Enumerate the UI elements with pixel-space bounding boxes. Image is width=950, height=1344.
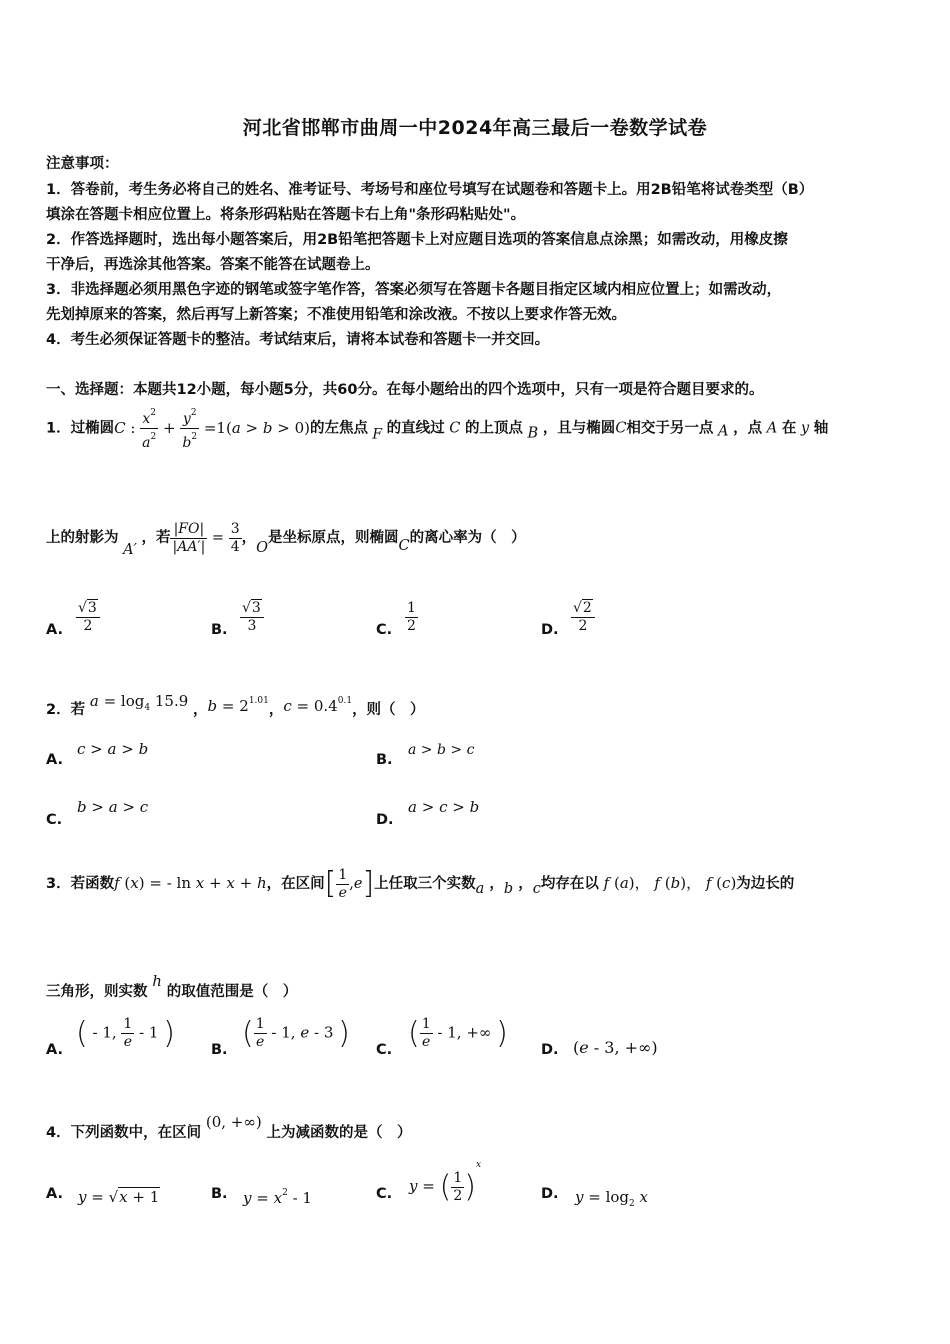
notice-line: 填涂在答题卡相应位置上。将条形码粘贴在答题卡右上角"条形码粘贴处"。: [46, 207, 526, 223]
question-4: 4．下列函数中，在区间 (0, +∞) 上为减函数的是（ ）: [46, 1113, 412, 1141]
section-heading: 一、选择题：本题共12小题，每小题5分，共60分。在每小题给出的四个选项中，只有一项是符合题目要求的。: [46, 382, 764, 398]
q1-option-a: $\frac{√3}{2}$: [76, 600, 100, 635]
question-1-line-2: 上的射影为 A′ ，若 $\frac{|FO|}{|AA'|}$ = $\frac{3}{4}$ ，O是坐标原点，则椭圆C的离心率为（ ）: [46, 520, 526, 558]
notice-line: 4．考生必须保证答题卡的整洁。考试结束后，请将本试卷和答题卡一并交回。: [46, 332, 550, 348]
option-label: B.: [376, 752, 393, 768]
q1-option-b: $\frac{√3}{3}$: [240, 600, 264, 635]
notice-line: 1．答卷前，考生务必将自己的姓名、准考证号、考场号和座位号填写在试题卷和答题卡上。用2B铅笔将试卷类型（B）: [46, 182, 814, 198]
notice-heading: 注意事项：: [46, 156, 119, 172]
option-label: B.: [211, 1042, 228, 1058]
option-label: D.: [541, 1042, 559, 1058]
ellipse-equation: C : $\frac{x^2}{a^2}$ + $\frac{y^2}{b^2}$ =1(a > b > 0): [114, 419, 310, 437]
question-3-line-2: 三角形，则实数 h 的取值范围是（ ）: [46, 972, 298, 1000]
option-label: C.: [376, 622, 393, 638]
q2-option-d: a > c > b: [408, 798, 480, 816]
q4-option-a: y = √x + 1: [78, 1188, 160, 1206]
ratio-expression: $\frac{|FO|}{|AA'|}$ = $\frac{3}{4}$: [172, 520, 240, 555]
option-label: D.: [376, 812, 394, 828]
option-label: A.: [46, 622, 63, 638]
q3-option-b: ( $\frac{1}{e}$ - 1, e - 3 ): [242, 1016, 350, 1051]
q2-option-a: c > a > b: [77, 740, 149, 758]
q4-option-d: $y = \log_2 x$: [575, 1188, 649, 1209]
page-title: 河北省邯郸市曲周一中2024年高三最后一卷数学试卷: [242, 117, 708, 139]
option-label: A.: [46, 752, 63, 768]
notice-line: 2．作答选择题时，选出每小题答案后，用2B铅笔把答题卡上对应题目选项的答案信息点涂黑；如需改动，用橡皮擦: [46, 232, 788, 248]
option-label: A.: [46, 1186, 63, 1202]
option-label: C.: [46, 812, 63, 828]
q3-option-d: (e - 3, +∞): [573, 1038, 658, 1057]
q3-option-c: ( $\frac{1}{e}$ - 1, +∞ ): [408, 1016, 508, 1051]
question-1-line-1: 1．过椭圆C : $\frac{x^2}{a^2}$ + $\frac{y^2}{b^2}$ =1(a > b > 0)的左焦点 F 的直线过 C 的上顶点 B ，且与椭圆C相交于另一点 A ，点 A 在 y 轴: [46, 405, 828, 449]
option-label: C.: [376, 1042, 393, 1058]
option-label: A.: [46, 1042, 63, 1058]
option-label: C.: [376, 1186, 393, 1202]
q4-option-b: $y = x^2 - 1$: [243, 1188, 312, 1207]
q4-option-c: y = ( $\frac{1}{2}$ )$^x$: [409, 1160, 482, 1205]
q2-option-b: a > b > c: [408, 742, 475, 758]
option-label: D.: [541, 622, 559, 638]
option-label: B.: [211, 1186, 228, 1202]
notice-line: 先划掉原来的答案，然后再写上新答案；不准使用铅笔和涂改液。不按以上要求作答无效。: [46, 307, 626, 323]
q1-option-c: $\frac{1}{2}$: [407, 600, 416, 634]
q2-option-c: b > a > c: [77, 798, 149, 816]
notice-line: 3．非选择题必须用黑色字迹的钢笔或签字笔作答，答案必须写在答题卡各题目指定区域内相应位置上；如需改动，: [46, 282, 782, 298]
q1-option-d: $\frac{√2}{2}$: [571, 600, 595, 635]
question-2: 2．若 $a = \log_4 15.9$ ，$b = 2^{1.01}$，$c = 0.4^{0.1}$，则（ ）: [46, 692, 425, 718]
option-label: B.: [211, 622, 228, 638]
q3-option-a: ( - 1, $\frac{1}{e}$ - 1 ): [76, 1016, 175, 1051]
notice-line: 干净后，再选涂其他答案。答案不能答在试题卷上。: [46, 257, 380, 273]
question-3-line-1: 3．若函数f (x) = - ln x + x + h，在区间[ $\frac{1}{e}$ ,e]上任取三个实数a ，b ，c均存在以 f (a)， f (b)， f (c)为边长的: [46, 866, 795, 901]
option-label: D.: [541, 1186, 559, 1202]
